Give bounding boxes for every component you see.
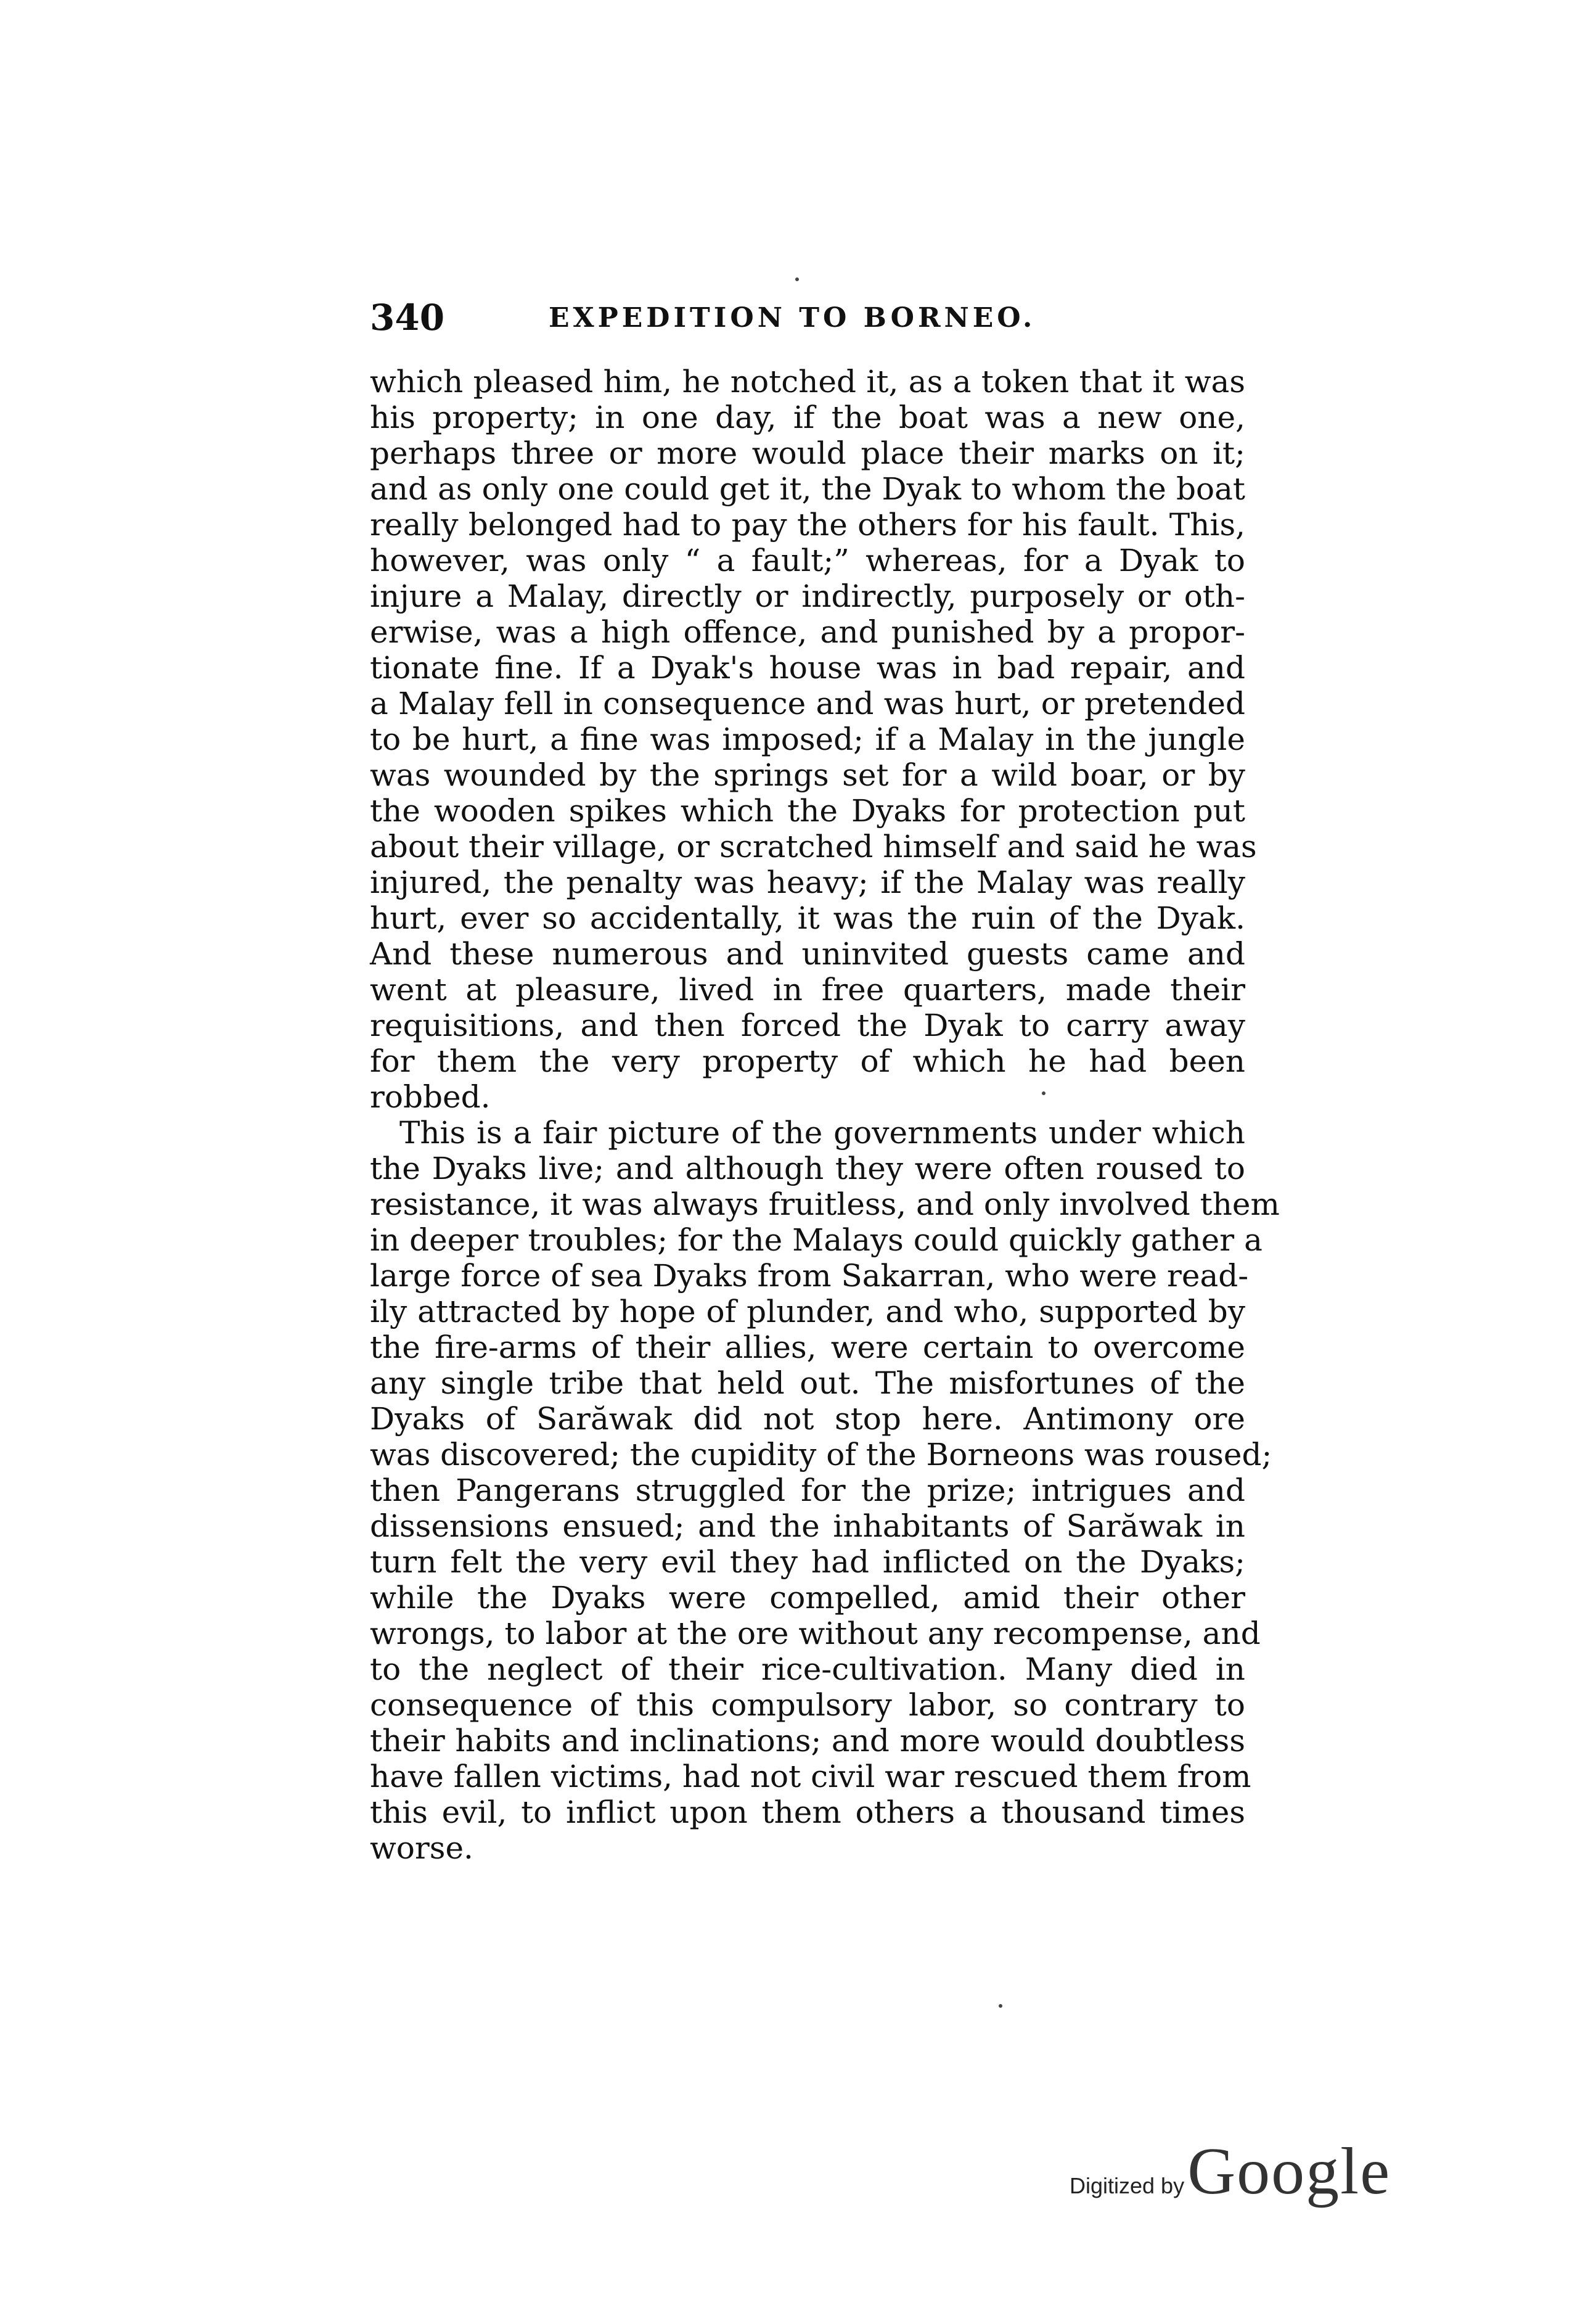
- text-line: their habits and inclinations; and more would doubtless: [370, 1723, 1245, 1759]
- text-line: was discovered; the cupidity of the Borneons was roused;: [370, 1437, 1272, 1473]
- text-line: went at pleasure, lived in free quarters, made their: [370, 972, 1245, 1008]
- scan-speck: [1042, 1091, 1046, 1095]
- text-line: for them the very property of which he had been: [370, 1043, 1245, 1079]
- body-text: [370, 364, 1280, 1866]
- text-line: robbed.: [370, 1079, 491, 1115]
- text-line: turn felt the very evil they had inflicted on the Dyaks;: [370, 1544, 1245, 1580]
- page-number: 340: [370, 297, 445, 339]
- text-line: wrongs, to labor at the ore without any recompense, and: [370, 1616, 1261, 1651]
- text-line: to be hurt, a fine was imposed; if a Malay in the jungle: [370, 721, 1245, 757]
- text-line: was wounded by the springs set for a wild boar, or by: [370, 757, 1245, 793]
- text-line: And these numerous and uninvited guests came and: [370, 936, 1245, 972]
- text-line: his property; in one day, if the boat was a new one,: [370, 400, 1245, 435]
- text-line: the Dyaks live; and although they were often roused to: [370, 1151, 1245, 1186]
- text-line: then Pangerans struggled for the prize; intrigues and: [370, 1473, 1245, 1508]
- text-line: requisitions, and then forced the Dyak to carry away: [370, 1008, 1245, 1043]
- text-line: worse.: [370, 1830, 473, 1866]
- text-line: really belonged had to pay the others for his fault. This,: [370, 507, 1245, 543]
- running-head: EXPEDITION TO BORNEO.: [549, 302, 1036, 334]
- text-line: the wooden spikes which the Dyaks for protection put: [370, 793, 1245, 829]
- text-line: and as only one could get it, the Dyak to whom the boat: [370, 471, 1245, 507]
- scan-speck: [795, 277, 799, 281]
- page-header: [370, 296, 1245, 339]
- text-line: however, was only “ a fault;” whereas, for a Dyak to: [370, 543, 1245, 578]
- google-logo: Google: [1187, 2135, 1391, 2208]
- text-line: perhaps three or more would place their marks on it;: [370, 435, 1245, 471]
- google-watermark: [1070, 2134, 1391, 2214]
- text-line: erwise, was a high offence, and punished by a propor-: [370, 614, 1245, 650]
- text-line: ily attracted by hope of plunder, and who, supported by: [370, 1294, 1245, 1329]
- scan-speck: [999, 2004, 1002, 2008]
- text-line: any single tribe that held out. The misfortunes of the: [370, 1365, 1245, 1401]
- text-line: consequence of this compulsory labor, so contrary to: [370, 1687, 1245, 1723]
- text-line: Dyaks of Sarăwak did not stop here. Antimony ore: [370, 1401, 1245, 1437]
- text-line: a Malay fell in consequence and was hurt, or pretended: [370, 686, 1245, 721]
- text-line: about their village, or scratched himself and said he was: [370, 829, 1257, 865]
- text-line: while the Dyaks were compelled, amid their other: [370, 1580, 1245, 1616]
- text-line: dissensions ensued; and the inhabitants of Sarăwak in: [370, 1508, 1245, 1544]
- text-line: this evil, to inflict upon them others a thousand times: [370, 1794, 1245, 1830]
- text-line: injure a Malay, directly or indirectly, purposely or oth-: [370, 578, 1245, 614]
- text-line: the fire-arms of their allies, were certain to overcome: [370, 1329, 1245, 1365]
- text-line: which pleased him, he notched it, as a token that it was: [370, 364, 1245, 400]
- text-line: to the neglect of their rice-cultivation. Many died in: [370, 1651, 1245, 1687]
- text-line: large force of sea Dyaks from Sakarran, who were read-: [370, 1258, 1249, 1294]
- text-line: injured, the penalty was heavy; if the Malay was really: [370, 865, 1245, 900]
- text-line: hurt, ever so accidentally, it was the ruin of the Dyak.: [370, 900, 1245, 936]
- text-line: tionate fine. If a Dyak's house was in bad repair, and: [370, 650, 1245, 686]
- text-line: in deeper troubles; for the Malays could quickly gather a: [370, 1222, 1262, 1258]
- text-line: have fallen victims, had not civil war rescued them from: [370, 1759, 1251, 1794]
- text-line: resistance, it was always fruitless, and only involved them: [370, 1186, 1280, 1222]
- watermark-prefix: Digitized by: [1070, 2173, 1185, 2198]
- paragraph-first-line: This is a fair picture of the governments under which: [399, 1115, 1245, 1151]
